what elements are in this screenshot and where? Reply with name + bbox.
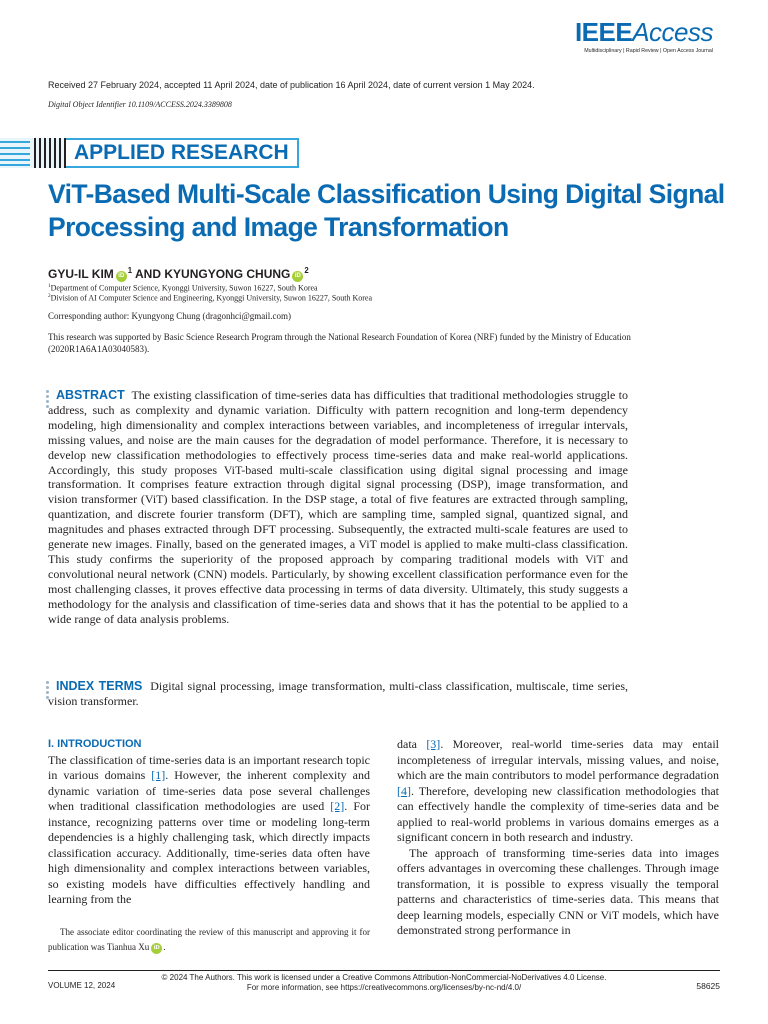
article-type-banner: APPLIED RESEARCH [66, 138, 299, 168]
citation-link[interactable]: [3] [426, 737, 441, 751]
abstract-label: ABSTRACT [56, 388, 125, 402]
body-paragraph [397, 737, 719, 846]
paper-title: ViT-Based Multi-Scale Classification Using Digital Signal Processing and Image Transformation [48, 179, 725, 242]
banner-stripes-icon [0, 138, 66, 168]
ieee-access-logo [575, 18, 713, 54]
citation-link[interactable]: [2] [330, 799, 345, 813]
citation-link[interactable]: [1] [151, 768, 166, 782]
orcid-icon[interactable]: iD [292, 271, 303, 282]
paragraph-text: data [397, 737, 427, 751]
author-name: GYU-IL KIM [48, 267, 114, 281]
editor-footnote: The associate editor coordinating the review of this manuscript and approving it for publication was Tianhua Xu iD . [48, 927, 370, 952]
citation-link[interactable]: [4] [397, 783, 411, 798]
affiliation [48, 293, 372, 303]
index-terms-label: INDEX TERMS [56, 679, 143, 693]
footnote-text: The associate editor coordinating the review of this manuscript and approving it for publication was Tianhua Xu [48, 927, 370, 952]
abstract [48, 388, 628, 627]
paragraph-text: . For instance, recognizing patterns over time or modeling long-term dependencies is a highly challenging task, which directly impacts classification accuracy. Additionally, time-series data often have high dimensionality and complex interactions between variables, so existing models have difficulties effectively handling and learning from the [48, 799, 370, 906]
logo-brand-bold: IEEE [574, 17, 633, 47]
license-link[interactable]: For more information, see https://creativecommons.org/licenses/by-nc-nd/4.0/ [246, 983, 522, 992]
body-paragraph: The approach of transforming time-series data into images offers advantages in overcoming these challenges. Through image transformation, it is possible to express visually the temporal patterns and characteristics of time-series data. This means that deep learning models, especially CNN or ViT models, which have demonstrated strong performance in [397, 845, 719, 937]
paragraph-text: . However, the inherent complexity and dynamic variation of time-series data pose several challenges when traditional classification methodologies are used [48, 768, 370, 813]
doi-line: Digital Object Identifier 10.1109/ACCESS.2024.3389808 [48, 100, 232, 109]
author-affiliation-mark: 1 [127, 266, 133, 275]
affiliation [48, 283, 318, 293]
corresponding-author: Corresponding author: Kyungyong Chung (dragonhci@gmail.com) [48, 311, 291, 321]
abstract-text: The existing classification of time-series data has difficulties that traditional methodologies struggle to address, such as complexity and dynamic variation. Difficulty with pattern recognition and long-term dependency modeling, high dimensionality and complex interactions between variables, and incompleteness of irregular intervals, missing values, and noise are the main causes for the degradation of model performance. Therefore, it is necessary to develop new classification methodologies to effectively process time-series data and make real-world applications. Accordingly, this study proposes ViT-based multi-scale classification using digital signal processing and image transformation. It comprises feature extraction through digital signal processing (DSP), image transformation, and vision transformer (ViT) based classification. In the DSP stage, a total of five features are extracted through sampling, quantization, and discrete fourier transform (DFT), which are sampling time, sampled signal, quantized signal, and magnitudes and phases extracted through DFT processing. Subsequently, the extracted multi-scale features are used to generate new images. Finally, based on the generated images, a ViT model is applied to make multi-class classification. This study confirms the superiority of the proposed approach by comparing traditional models with ViT and convolutional neural network (CNN) models. Particularly, by showing excellent classification performance even for the most challenging classes, it proves effective data processing in terms of data diversity. Ultimately, this study suggests a methodology for the analysis and classification of time-series data and shows that it has the potential to be applied to a wide range of data analysis problems. [48, 388, 628, 626]
volume-label: VOLUME 12, 2024 [48, 981, 116, 990]
author-affiliation-mark: 2 [304, 266, 309, 275]
page-number: 58625 [696, 981, 720, 991]
affiliation-text: Division of AI Computer Science and Engineering, Kyonggi University, Suwon 16227, South Korea [50, 293, 373, 303]
affiliation-mark: 2 [48, 293, 51, 299]
logo-tagline: Multidisciplinary | Rapid Review | Open Access Journal [584, 48, 713, 54]
funding-statement: This research was supported by Basic Science Research Program through the National Research Foundation of Korea (NRF) funded by the Ministry of Education (2020R1A6A1A03040583). [48, 332, 631, 354]
body-paragraph [48, 753, 370, 908]
index-terms [48, 679, 628, 709]
affiliation-text: Department of Computer Science, Kyonggi University, Suwon 16227, South Korea [50, 283, 318, 293]
author-list [48, 266, 309, 282]
paragraph-text: . Moreover, real-world time-series data may entail incompleteness of irregular intervals, missing values, and noise, which are the main contributors to model performance degradation [397, 737, 719, 782]
section-heading: I. INTRODUCTION [48, 738, 142, 750]
affiliation-mark: 1 [48, 283, 51, 289]
license-line: © 2024 The Authors. This work is licensed under a Creative Commons Attribution-NonCommercial-NoDerivatives 4.0 License. [161, 973, 607, 982]
received-line: Received 27 February 2024, accepted 11 April 2024, date of publication 16 April 2024, date of current version 1 May 2024. [48, 80, 535, 90]
footer-rule [48, 970, 720, 971]
paragraph-text: The classification of time-series data is an important research topic in various domains [48, 752, 370, 782]
logo-brand-italic: Access [632, 17, 713, 47]
body-left-column [48, 737, 370, 908]
orcid-icon[interactable]: iD [151, 943, 162, 954]
author-separator: AND [132, 267, 165, 281]
license-notice [120, 973, 648, 993]
paragraph-text: . Therefore, developing new classification methodologies that can effectively handle the complexity of time-series data and be applied to real-world problems in various domains emerges as a significant concern in both research and industry. [397, 783, 719, 844]
author-name: KYUNGYONG CHUNG [164, 267, 291, 281]
index-terms-text: Digital signal processing, image transformation, multi-class classification, multiscale, time series, vision transformer. [48, 679, 628, 708]
body-right-column [397, 737, 719, 939]
orcid-icon[interactable]: iD [116, 271, 127, 282]
